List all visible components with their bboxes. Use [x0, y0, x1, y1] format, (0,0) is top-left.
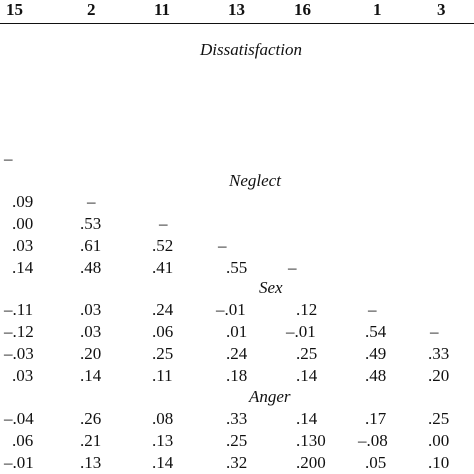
section-label-dissatisfaction: Dissatisfaction	[200, 40, 303, 59]
table-cell: .03	[80, 300, 102, 319]
table-cell: .41	[152, 258, 174, 277]
column-header: 11	[154, 0, 171, 19]
table-cell: .55	[226, 258, 248, 277]
table-cell: .26	[80, 409, 102, 428]
column-header: 1	[373, 0, 382, 19]
table-cell: –.01	[216, 300, 246, 319]
table-cell: .01	[226, 322, 248, 341]
table-cell: .08	[152, 409, 174, 428]
table-row	[0, 236, 474, 256]
table-cell: .52	[152, 236, 174, 255]
table-cell: –	[4, 149, 13, 168]
table-cell: –	[368, 300, 377, 319]
table-cell: .48	[365, 366, 387, 385]
table-cell: .61	[80, 236, 102, 255]
header-rule	[0, 23, 474, 24]
table-cell: .53	[80, 214, 102, 233]
table-cell: .20	[80, 344, 102, 363]
table-row	[0, 149, 474, 169]
column-header: 13	[228, 0, 245, 19]
table-cell: .03	[80, 322, 102, 341]
table-cell: .17	[365, 409, 387, 428]
table-row	[0, 214, 474, 234]
table-cell: .48	[80, 258, 102, 277]
table-cell: .54	[365, 322, 387, 341]
table-cell: .25	[226, 431, 248, 450]
table-cell: .06	[12, 431, 34, 450]
table-cell: .13	[152, 431, 174, 450]
table-cell: –	[87, 192, 96, 211]
table-cell: .14	[80, 366, 102, 385]
table-cell: –.01	[4, 453, 34, 472]
table-row	[0, 322, 474, 342]
section-label-sex: Sex	[259, 278, 283, 297]
table-cell: –.04	[4, 409, 34, 428]
table-cell: .24	[152, 300, 174, 319]
table-cell: .33	[428, 344, 450, 363]
table-cell: .06	[152, 322, 174, 341]
table-cell: –	[159, 214, 168, 233]
section-label-neglect: Neglect	[229, 171, 281, 190]
table-row	[0, 344, 474, 364]
table-cell: .32	[226, 453, 248, 472]
table-cell: .25	[296, 344, 318, 363]
table-row	[0, 409, 474, 429]
table-cell: .14	[152, 453, 174, 472]
table-cell: .25	[428, 409, 450, 428]
table-cell: .21	[80, 431, 102, 450]
column-header: 3	[437, 0, 446, 19]
table-cell: .14	[296, 409, 318, 428]
table-row	[0, 192, 474, 212]
table-cell: .14	[296, 366, 318, 385]
table-cell: .20	[428, 366, 450, 385]
table-cell: .09	[12, 192, 34, 211]
table-cell: .25	[152, 344, 174, 363]
table-row	[0, 366, 474, 386]
column-header: 16	[294, 0, 311, 19]
table-cell: .10	[428, 453, 450, 472]
table-cell: .00	[428, 431, 450, 450]
table-row	[0, 453, 474, 473]
table-header-row	[0, 0, 474, 20]
table-cell: .05	[365, 453, 387, 472]
table-cell: –	[288, 258, 297, 277]
table-cell: –.12	[4, 322, 34, 341]
table-cell: .33	[226, 409, 248, 428]
table-row	[0, 258, 474, 278]
table-cell: .14	[12, 258, 34, 277]
table-cell: .03	[12, 236, 34, 255]
table-cell: .18	[226, 366, 248, 385]
table-cell: .11	[152, 366, 173, 385]
table-cell: .130	[296, 431, 326, 450]
table-cell: –.03	[4, 344, 34, 363]
table-cell: –.11	[4, 300, 34, 319]
table-cell: .13	[80, 453, 102, 472]
table-cell: .03	[12, 366, 34, 385]
table-cell: .200	[296, 453, 326, 472]
table-cell: .49	[365, 344, 387, 363]
table-cell: .24	[226, 344, 248, 363]
table-row	[0, 300, 474, 320]
table-cell: .00	[12, 214, 34, 233]
column-header: 15	[6, 0, 23, 19]
table-row	[0, 431, 474, 451]
table-cell: –	[218, 236, 227, 255]
section-label-anger: Anger	[249, 387, 291, 406]
column-header: 2	[87, 0, 96, 19]
table-cell: –	[430, 322, 439, 341]
table-cell: –.08	[358, 431, 388, 450]
table-cell: .12	[296, 300, 318, 319]
table-cell: –.01	[286, 322, 316, 341]
